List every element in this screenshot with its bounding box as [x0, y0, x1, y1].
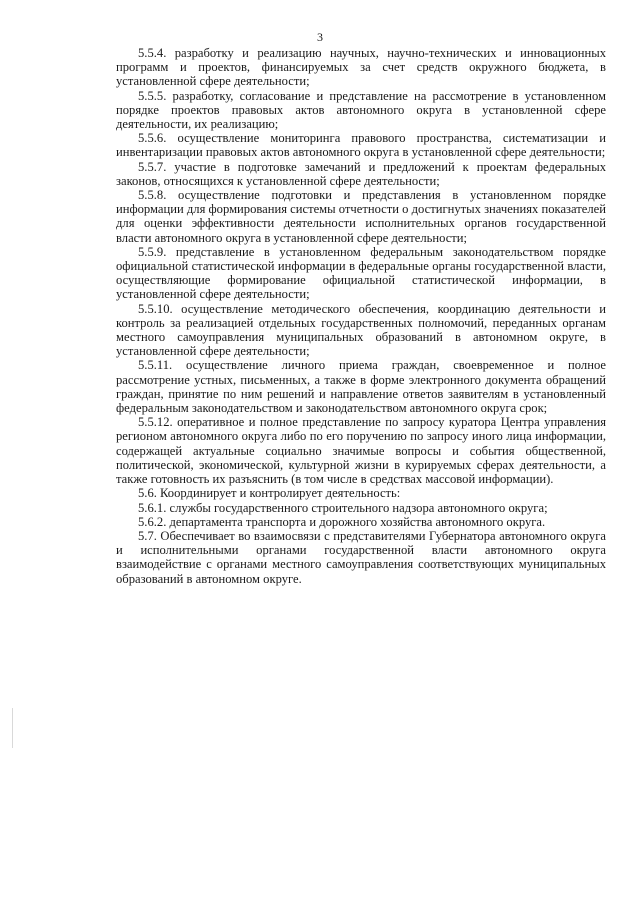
paragraph-5-5-7: 5.5.7. участие в подготовке замечаний и предложений к проектам федеральных законов, относящихся к установленной сфере деятельности; [116, 159, 606, 188]
paragraph-5-6: 5.6. Координирует и контролирует деятельность: [138, 486, 401, 501]
paragraph-5-5-9: 5.5.9. представление в установленном федеральным законодательством порядке официальной статистической информации в федеральные органы государственной власти, осуществляющие формирование официальной статистической информации, в установленной сфере деятельности; [116, 244, 606, 302]
paragraph-5-5-11: 5.5.11. осуществление личного приема граждан, своевременное и полное рассмотрение устных, письменных, а также в форме электронного документа обращений граждан, принятие по ним решений и направление ответов заявителям в установленный федеральным законодательством и законодательством автономного округа срок; [116, 358, 606, 416]
paragraph-5-5-8: 5.5.8. осуществление подготовки и представления в установленном порядке информации для формирования системы отчетности о достигнутых значениях показателей для оценки эффективности деятельности исполнительных органов государственной власти автономного округа в установленной сфере деятельности; [116, 188, 607, 245]
document-body [116, 46, 606, 586]
paragraph-5-5-10: 5.5.10. осуществление методического обеспечения, координацию деятельности и контроль за реализацией отдельных государственных полномочий, переданных органам местного самоуправления муниципальных образований в автономном округе, в установленной сфере деятельности; [116, 301, 606, 359]
paragraph-5-5-6: 5.5.6. осуществление мониторинга правового пространства, систематизации и инвентаризации правовых актов автономного округа в установленной сфере деятельности; [116, 131, 606, 160]
paragraph-5-6-1: 5.6.1. службы государственного строительного надзора автономного округа; [138, 500, 548, 515]
paragraph-5-5-12: 5.5.12. оперативное и полное представление по запросу куратора Центра управления регионом автономного округа либо по его поручению по запросу иного лица информации, содержащей актуальные социально значимые вопросы и события общественной, политической, экономической, культурной жизни в курируемых сферах деятельности, а также готовность их разъяснить (в том числе в средствах массовой информации). [116, 415, 606, 487]
paragraph-5-6-2: 5.6.2. департамента транспорта и дорожного хозяйства автономного округа. [138, 514, 546, 529]
scan-margin-mark [12, 708, 13, 748]
paragraph-5-7: 5.7. Обеспечивает во взаимосвязи с представителями Губернатора автономного округа и исполнительными органами государственной власти автономного округа взаимодействие с органами местного самоуправления соответствующих муниципальных образований в автономном округе. [116, 528, 606, 586]
paragraph-5-5-4: 5.5.4. разработку и реализацию научных, научно-технических и инновационных программ и проектов, финансируемых за счет средств окружного бюджета, в установленной сфере деятельности; [116, 46, 606, 89]
paragraph-5-5-5: 5.5.5. разработку, согласование и представление на рассмотрение в установленном порядке проектов правовых актов автономного округа в установленной сфере деятельности, их реализацию; [116, 88, 606, 132]
page-number: 3 [317, 30, 323, 44]
